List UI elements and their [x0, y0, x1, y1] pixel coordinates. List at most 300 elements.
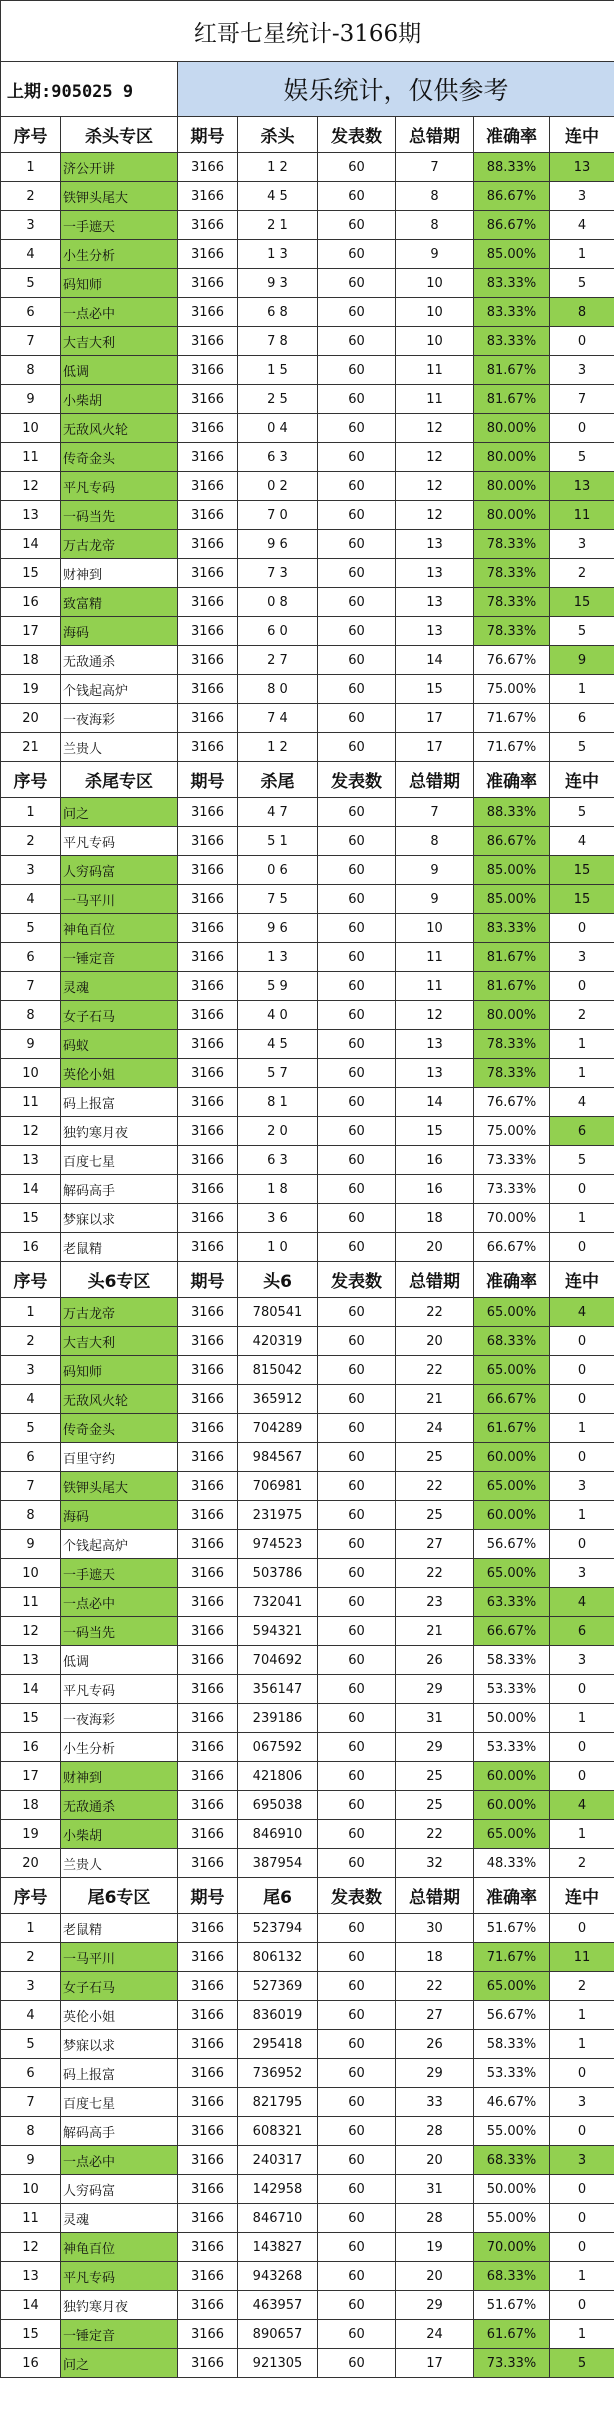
cell-numbers: 1 3 — [238, 943, 318, 972]
cell-name: 一马平川 — [61, 885, 178, 914]
cell-index: 10 — [1, 2175, 61, 2204]
cell-issue: 3166 — [178, 1704, 238, 1733]
cell-streak: 1 — [550, 1204, 614, 1233]
cell-name: 大吉大利 — [61, 1327, 178, 1356]
cell-misses: 29 — [396, 1733, 474, 1762]
cell-accuracy: 65.00% — [474, 1559, 550, 1588]
cell-issue: 3166 — [178, 385, 238, 414]
cell-issue: 3166 — [178, 646, 238, 675]
cell-posts: 60 — [318, 704, 396, 733]
cell-name: 一锤定音 — [61, 2320, 178, 2349]
cell-name: 神龟百位 — [61, 914, 178, 943]
table-row — [1, 269, 614, 298]
cell-streak: 4 — [550, 1088, 614, 1117]
cell-misses: 20 — [396, 2146, 474, 2175]
cell-index: 13 — [1, 1646, 61, 1675]
cell-index: 2 — [1, 827, 61, 856]
cell-misses: 19 — [396, 2233, 474, 2262]
table-row — [1, 943, 614, 972]
cell-posts: 60 — [318, 2291, 396, 2320]
cell-posts: 60 — [318, 1675, 396, 1704]
cell-accuracy: 80.00% — [474, 443, 550, 472]
column-header-streak: 连中 — [550, 762, 614, 798]
cell-index: 2 — [1, 1327, 61, 1356]
section-header-row — [1, 1878, 614, 1914]
column-header-issue: 期号 — [178, 762, 238, 798]
cell-name: 万古龙帝 — [61, 1298, 178, 1327]
cell-name: 神龟百位 — [61, 2233, 178, 2262]
cell-streak: 1 — [550, 1501, 614, 1530]
table-row — [1, 2117, 614, 2146]
cell-numbers: 295418 — [238, 2030, 318, 2059]
cell-misses: 13 — [396, 530, 474, 559]
cell-posts: 60 — [318, 646, 396, 675]
cell-issue: 3166 — [178, 1298, 238, 1327]
table-row — [1, 914, 614, 943]
cell-issue: 3166 — [178, 2320, 238, 2349]
table-row — [1, 2320, 614, 2349]
cell-index: 2 — [1, 1943, 61, 1972]
cell-numbers: 356147 — [238, 1675, 318, 1704]
cell-posts: 60 — [318, 2001, 396, 2030]
cell-name: 码上报富 — [61, 1088, 178, 1117]
cell-posts: 60 — [318, 2262, 396, 2291]
column-header-index: 序号 — [1, 1262, 61, 1298]
cell-streak: 1 — [550, 1704, 614, 1733]
cell-index: 7 — [1, 972, 61, 1001]
cell-numbers: 1 2 — [238, 153, 318, 182]
cell-streak: 1 — [550, 2262, 614, 2291]
cell-index: 3 — [1, 1972, 61, 2001]
cell-streak: 3 — [550, 2146, 614, 2175]
cell-posts: 60 — [318, 827, 396, 856]
cell-posts: 60 — [318, 675, 396, 704]
cell-accuracy: 86.67% — [474, 827, 550, 856]
cell-accuracy: 73.33% — [474, 1175, 550, 1204]
cell-issue: 3166 — [178, 1559, 238, 1588]
cell-accuracy: 63.33% — [474, 1588, 550, 1617]
table-row — [1, 617, 614, 646]
cell-posts: 60 — [318, 2233, 396, 2262]
cell-misses: 16 — [396, 1146, 474, 1175]
cell-numbers: 7 5 — [238, 885, 318, 914]
cell-misses: 23 — [396, 1588, 474, 1617]
cell-accuracy: 53.33% — [474, 1675, 550, 1704]
cell-index: 4 — [1, 885, 61, 914]
cell-name: 一点必中 — [61, 2146, 178, 2175]
cell-index: 10 — [1, 414, 61, 443]
cell-accuracy: 65.00% — [474, 1820, 550, 1849]
cell-name: 个钱起高炉 — [61, 1530, 178, 1559]
cell-misses: 29 — [396, 1675, 474, 1704]
table-row — [1, 298, 614, 327]
cell-issue: 3166 — [178, 2117, 238, 2146]
column-header-index: 序号 — [1, 117, 61, 153]
table-row — [1, 1646, 614, 1675]
cell-posts: 60 — [318, 856, 396, 885]
cell-posts: 60 — [318, 2320, 396, 2349]
cell-issue: 3166 — [178, 356, 238, 385]
column-header-accuracy: 准确率 — [474, 117, 550, 153]
cell-misses: 15 — [396, 675, 474, 704]
cell-index: 6 — [1, 1443, 61, 1472]
cell-misses: 7 — [396, 153, 474, 182]
cell-accuracy: 51.67% — [474, 1914, 550, 1943]
cell-streak: 0 — [550, 1675, 614, 1704]
cell-index: 18 — [1, 646, 61, 675]
cell-name: 梦寐以求 — [61, 1204, 178, 1233]
cell-name: 梦寐以求 — [61, 2030, 178, 2059]
cell-issue: 3166 — [178, 298, 238, 327]
cell-index: 20 — [1, 1849, 61, 1878]
cell-posts: 60 — [318, 182, 396, 211]
cell-issue: 3166 — [178, 327, 238, 356]
cell-index: 5 — [1, 269, 61, 298]
cell-streak: 5 — [550, 443, 614, 472]
cell-issue: 3166 — [178, 1675, 238, 1704]
cell-streak: 2 — [550, 1001, 614, 1030]
cell-accuracy: 58.33% — [474, 2030, 550, 2059]
cell-issue: 3166 — [178, 1646, 238, 1675]
column-header-posts: 发表数 — [318, 117, 396, 153]
cell-posts: 60 — [318, 2088, 396, 2117]
cell-streak: 1 — [550, 1820, 614, 1849]
cell-posts: 60 — [318, 1443, 396, 1472]
cell-issue: 3166 — [178, 1204, 238, 1233]
table-row — [1, 2204, 614, 2233]
cell-misses: 33 — [396, 2088, 474, 2117]
cell-misses: 18 — [396, 1943, 474, 1972]
table-row — [1, 1204, 614, 1233]
column-header-misses: 总错期 — [396, 762, 474, 798]
table-row — [1, 211, 614, 240]
cell-numbers: 7 3 — [238, 559, 318, 588]
cell-numbers: 9 6 — [238, 530, 318, 559]
cell-numbers: 142958 — [238, 2175, 318, 2204]
cell-name: 老鼠精 — [61, 1233, 178, 1262]
cell-accuracy: 65.00% — [474, 1298, 550, 1327]
cell-issue: 3166 — [178, 240, 238, 269]
table-row — [1, 1704, 614, 1733]
cell-posts: 60 — [318, 1704, 396, 1733]
cell-issue: 3166 — [178, 1117, 238, 1146]
cell-streak: 6 — [550, 1617, 614, 1646]
table-row — [1, 1233, 614, 1262]
cell-posts: 60 — [318, 1030, 396, 1059]
cell-accuracy: 80.00% — [474, 1001, 550, 1030]
cell-streak: 0 — [550, 2233, 614, 2262]
cell-streak: 6 — [550, 1117, 614, 1146]
cell-streak: 1 — [550, 2001, 614, 2030]
column-header-posts: 发表数 — [318, 1262, 396, 1298]
cell-posts: 60 — [318, 1001, 396, 1030]
cell-index: 3 — [1, 211, 61, 240]
cell-posts: 60 — [318, 2030, 396, 2059]
cell-posts: 60 — [318, 1117, 396, 1146]
cell-posts: 60 — [318, 1617, 396, 1646]
table-row — [1, 1617, 614, 1646]
cell-issue: 3166 — [178, 1943, 238, 1972]
cell-issue: 3166 — [178, 1762, 238, 1791]
column-header-streak: 连中 — [550, 1878, 614, 1914]
cell-numbers: 0 6 — [238, 856, 318, 885]
cell-misses: 22 — [396, 1820, 474, 1849]
cell-name: 一点必中 — [61, 1588, 178, 1617]
column-header-numbers: 尾6 — [238, 1878, 318, 1914]
cell-index: 7 — [1, 2088, 61, 2117]
cell-index: 4 — [1, 1385, 61, 1414]
cell-numbers: 1 5 — [238, 356, 318, 385]
cell-numbers: 8 0 — [238, 675, 318, 704]
cell-accuracy: 80.00% — [474, 472, 550, 501]
cell-issue: 3166 — [178, 2146, 238, 2175]
cell-accuracy: 86.67% — [474, 182, 550, 211]
cell-name: 低调 — [61, 356, 178, 385]
cell-numbers: 821795 — [238, 2088, 318, 2117]
cell-numbers: 240317 — [238, 2146, 318, 2175]
cell-streak: 0 — [550, 2291, 614, 2320]
column-header-posts: 发表数 — [318, 1878, 396, 1914]
cell-streak: 2 — [550, 1849, 614, 1878]
column-header-name: 杀尾专区 — [61, 762, 178, 798]
cell-posts: 60 — [318, 1414, 396, 1443]
cell-numbers: 815042 — [238, 1356, 318, 1385]
column-header-name: 尾6专区 — [61, 1878, 178, 1914]
cell-issue: 3166 — [178, 704, 238, 733]
cell-posts: 60 — [318, 1088, 396, 1117]
cell-issue: 3166 — [178, 856, 238, 885]
cell-index: 14 — [1, 530, 61, 559]
cell-accuracy: 83.33% — [474, 269, 550, 298]
cell-index: 16 — [1, 2349, 61, 2378]
cell-issue: 3166 — [178, 414, 238, 443]
cell-accuracy: 60.00% — [474, 1501, 550, 1530]
cell-issue: 3166 — [178, 972, 238, 1001]
cell-numbers: 5 7 — [238, 1059, 318, 1088]
cell-misses: 14 — [396, 646, 474, 675]
cell-streak: 7 — [550, 385, 614, 414]
cell-accuracy: 71.67% — [474, 704, 550, 733]
cell-issue: 3166 — [178, 1733, 238, 1762]
cell-accuracy: 65.00% — [474, 1356, 550, 1385]
section-header-row — [1, 1262, 614, 1298]
cell-issue: 3166 — [178, 2001, 238, 2030]
cell-issue: 3166 — [178, 2204, 238, 2233]
table-row — [1, 530, 614, 559]
cell-accuracy: 80.00% — [474, 501, 550, 530]
cell-index: 11 — [1, 2204, 61, 2233]
table-row — [1, 1820, 614, 1849]
cell-issue: 3166 — [178, 827, 238, 856]
cell-numbers: 836019 — [238, 2001, 318, 2030]
cell-index: 12 — [1, 1117, 61, 1146]
cell-index: 9 — [1, 1030, 61, 1059]
cell-posts: 60 — [318, 211, 396, 240]
cell-misses: 17 — [396, 733, 474, 762]
cell-misses: 12 — [396, 501, 474, 530]
cell-misses: 11 — [396, 943, 474, 972]
table-row — [1, 1588, 614, 1617]
cell-misses: 22 — [396, 1972, 474, 2001]
table-row — [1, 1914, 614, 1943]
cell-misses: 20 — [396, 2262, 474, 2291]
cell-accuracy: 78.33% — [474, 588, 550, 617]
cell-issue: 3166 — [178, 1791, 238, 1820]
column-header-issue: 期号 — [178, 1878, 238, 1914]
cell-streak: 0 — [550, 914, 614, 943]
cell-misses: 24 — [396, 2320, 474, 2349]
cell-streak: 1 — [550, 2030, 614, 2059]
column-header-misses: 总错期 — [396, 117, 474, 153]
cell-index: 18 — [1, 1791, 61, 1820]
cell-streak: 3 — [550, 1472, 614, 1501]
cell-numbers: 984567 — [238, 1443, 318, 1472]
table-row — [1, 1088, 614, 1117]
cell-numbers: 1 0 — [238, 1233, 318, 1262]
cell-accuracy: 88.33% — [474, 153, 550, 182]
cell-accuracy: 71.67% — [474, 1943, 550, 1972]
cell-accuracy: 53.33% — [474, 1733, 550, 1762]
page-title: 红哥七星统计-3166期 — [1, 1, 614, 62]
cell-index: 14 — [1, 1675, 61, 1704]
cell-posts: 60 — [318, 1588, 396, 1617]
cell-index: 15 — [1, 1704, 61, 1733]
cell-misses: 28 — [396, 2117, 474, 2146]
cell-name: 万古龙帝 — [61, 530, 178, 559]
cell-issue: 3166 — [178, 559, 238, 588]
cell-issue: 3166 — [178, 2262, 238, 2291]
cell-accuracy: 70.00% — [474, 1204, 550, 1233]
cell-posts: 60 — [318, 733, 396, 762]
cell-posts: 60 — [318, 298, 396, 327]
table-row — [1, 972, 614, 1001]
notice-banner: 娱乐统计，仅供参考 — [178, 62, 614, 117]
cell-issue: 3166 — [178, 2030, 238, 2059]
cell-index: 5 — [1, 914, 61, 943]
cell-index: 11 — [1, 443, 61, 472]
table-row — [1, 1559, 614, 1588]
cell-posts: 60 — [318, 2059, 396, 2088]
cell-issue: 3166 — [178, 914, 238, 943]
cell-numbers: 4 5 — [238, 1030, 318, 1059]
cell-name: 小柴胡 — [61, 385, 178, 414]
cell-numbers: 143827 — [238, 2233, 318, 2262]
cell-streak: 6 — [550, 704, 614, 733]
cell-streak: 1 — [550, 1059, 614, 1088]
cell-streak: 3 — [550, 2088, 614, 2117]
cell-streak: 15 — [550, 588, 614, 617]
cell-numbers: 6 0 — [238, 617, 318, 646]
cell-streak: 3 — [550, 182, 614, 211]
cell-index: 19 — [1, 675, 61, 704]
cell-streak: 5 — [550, 269, 614, 298]
cell-misses: 28 — [396, 2204, 474, 2233]
cell-index: 12 — [1, 2233, 61, 2262]
cell-streak: 3 — [550, 1559, 614, 1588]
cell-accuracy: 78.33% — [474, 617, 550, 646]
cell-streak: 5 — [550, 1146, 614, 1175]
cell-issue: 3166 — [178, 472, 238, 501]
cell-issue: 3166 — [178, 182, 238, 211]
cell-numbers: 2 7 — [238, 646, 318, 675]
cell-name: 女子石马 — [61, 1001, 178, 1030]
cell-numbers: 6 3 — [238, 1146, 318, 1175]
cell-name: 问之 — [61, 2349, 178, 2378]
table-row — [1, 2001, 614, 2030]
cell-posts: 60 — [318, 559, 396, 588]
cell-index: 10 — [1, 1059, 61, 1088]
cell-index: 7 — [1, 327, 61, 356]
cell-streak: 4 — [550, 827, 614, 856]
cell-index: 13 — [1, 1146, 61, 1175]
cell-misses: 16 — [396, 1175, 474, 1204]
cell-issue: 3166 — [178, 617, 238, 646]
table-row — [1, 1030, 614, 1059]
cell-posts: 60 — [318, 972, 396, 1001]
cell-index: 12 — [1, 1617, 61, 1646]
cell-numbers: 7 8 — [238, 327, 318, 356]
cell-index: 7 — [1, 1472, 61, 1501]
cell-name: 无敌风火轮 — [61, 1385, 178, 1414]
cell-streak: 5 — [550, 798, 614, 827]
cell-streak: 3 — [550, 943, 614, 972]
cell-misses: 27 — [396, 1530, 474, 1559]
cell-accuracy: 58.33% — [474, 1646, 550, 1675]
column-header-issue: 期号 — [178, 1262, 238, 1298]
cell-streak: 1 — [550, 240, 614, 269]
cell-issue: 3166 — [178, 1472, 238, 1501]
cell-numbers: 736952 — [238, 2059, 318, 2088]
cell-streak: 11 — [550, 501, 614, 530]
cell-index: 20 — [1, 704, 61, 733]
cell-issue: 3166 — [178, 1030, 238, 1059]
cell-misses: 8 — [396, 211, 474, 240]
cell-accuracy: 78.33% — [474, 530, 550, 559]
cell-name: 一夜海彩 — [61, 704, 178, 733]
cell-streak: 0 — [550, 327, 614, 356]
cell-name: 码上报富 — [61, 2059, 178, 2088]
cell-index: 1 — [1, 1298, 61, 1327]
table-row — [1, 472, 614, 501]
cell-name: 小柴胡 — [61, 1820, 178, 1849]
cell-accuracy: 68.33% — [474, 2262, 550, 2291]
cell-misses: 10 — [396, 269, 474, 298]
cell-misses: 12 — [396, 414, 474, 443]
table-row — [1, 182, 614, 211]
table-row — [1, 2030, 614, 2059]
cell-index: 8 — [1, 1501, 61, 1530]
table-row — [1, 2146, 614, 2175]
cell-numbers: 2 5 — [238, 385, 318, 414]
cell-streak: 9 — [550, 646, 614, 675]
cell-numbers: 387954 — [238, 1849, 318, 1878]
cell-index: 1 — [1, 1914, 61, 1943]
table-row — [1, 1762, 614, 1791]
cell-issue: 3166 — [178, 2233, 238, 2262]
cell-issue: 3166 — [178, 1233, 238, 1262]
column-header-name: 头6专区 — [61, 1262, 178, 1298]
cell-posts: 60 — [318, 1646, 396, 1675]
cell-numbers: 1 2 — [238, 733, 318, 762]
cell-posts: 60 — [318, 1385, 396, 1414]
cell-index: 19 — [1, 1820, 61, 1849]
cell-numbers: 6 8 — [238, 298, 318, 327]
cell-misses: 7 — [396, 798, 474, 827]
cell-numbers: 704289 — [238, 1414, 318, 1443]
table-row — [1, 385, 614, 414]
cell-accuracy: 85.00% — [474, 856, 550, 885]
cell-posts: 60 — [318, 914, 396, 943]
